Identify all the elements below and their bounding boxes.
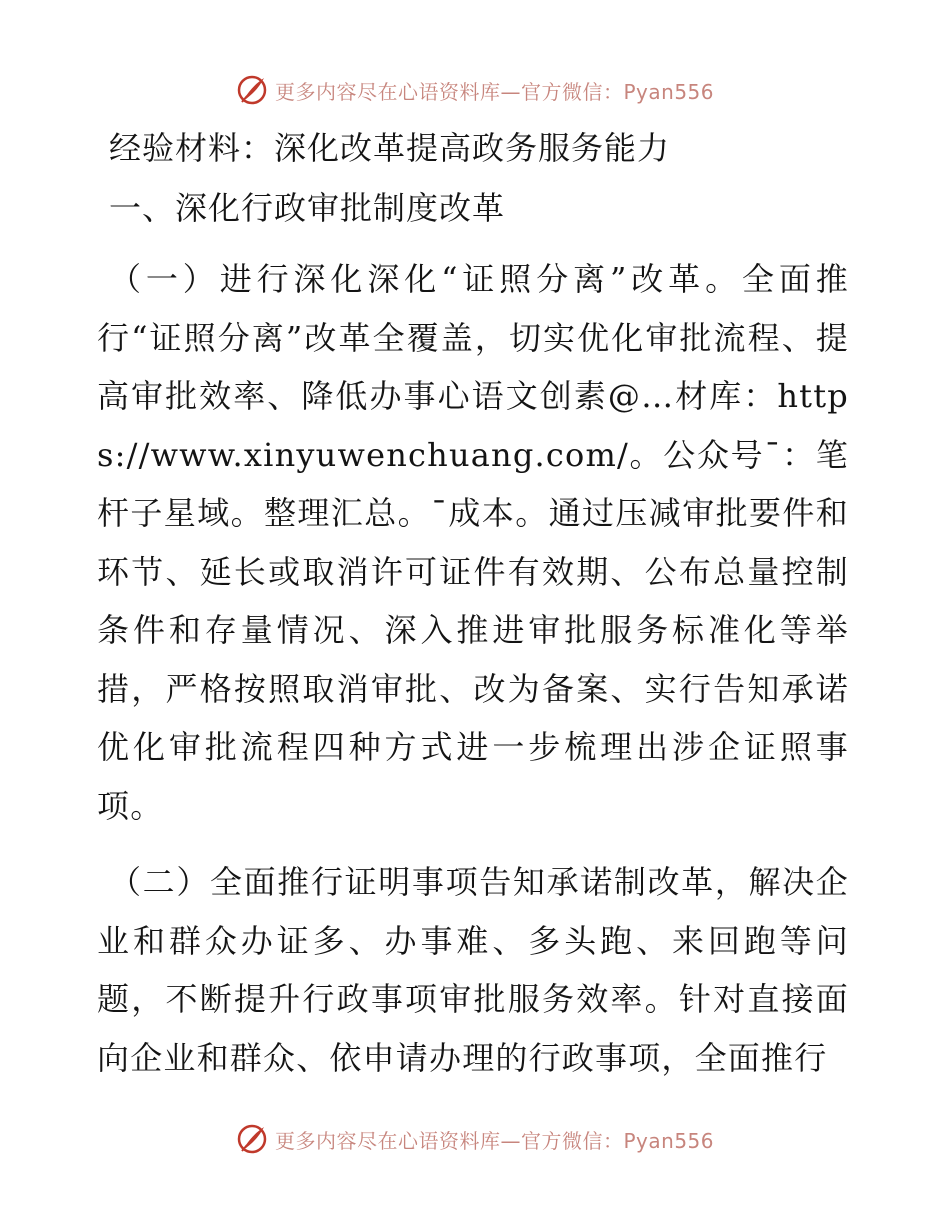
document-title: 经验材料：深化改革提高政务服务能力: [109, 129, 671, 167]
watermark-header: [235, 73, 714, 107]
watermark-footer: [235, 1122, 714, 1156]
watermark-text: 更多内容尽在心语资料库—官方微信：Pyan556: [275, 79, 715, 104]
watermark-text: 更多内容尽在心语资料库—官方微信：Pyan556: [275, 1128, 715, 1153]
feather-pen-logo-icon: [235, 1122, 269, 1156]
paragraph-1: （一）进行深化深化“证照分离”改革。全面推行“证照分离”改革全覆盖，切实优化审批流程、提高审批效率、降低办事心语文创素@…材库：https://www.xinyuwenchuang.com/。公众号¯：笔杆子星域。整理汇总。¯成本。通过压减审批要件和环节、延长或取消许可证件有效期、公布总量控制条件和存量情况、深入推进审批服务标准化等举措，严格按照取消审批、改为备案、实行告知承诺优化审批流程四种方式进一步梳理出涉企证照事项。: [97, 260, 849, 825]
feather-pen-logo-icon: [235, 73, 269, 107]
paragraph-2: （二）全面推行证明事项告知承诺制改革，解决企业和群众办证多、办事难、多头跑、来回跑等问题，不断提升行政事项审批服务效率。针对直接面向企业和群众、依申请办理的行政事项，全面推行: [97, 863, 849, 1077]
document-body: [97, 124, 849, 1087]
section-heading: 一、深化行政审批制度改革: [109, 189, 506, 227]
